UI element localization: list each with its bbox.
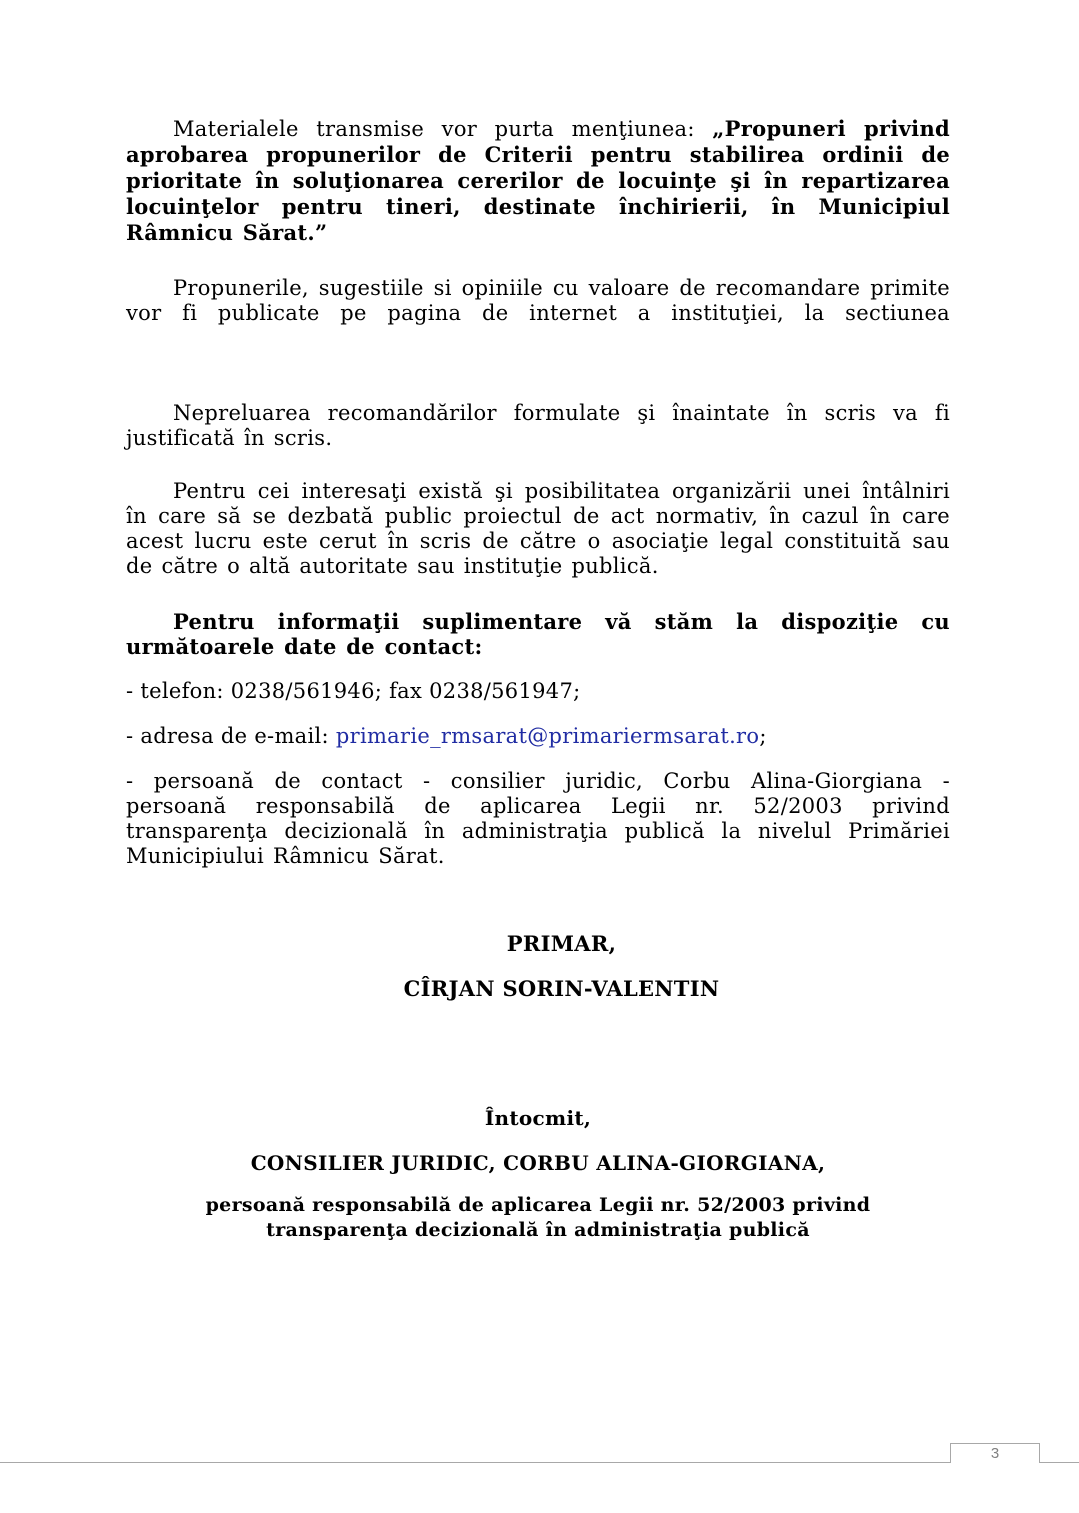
contact-email-link[interactable]: primarie_rmsarat@primariermsarat.ro: [335, 724, 760, 748]
contact-person-paragraph: - persoană de contact - consilier juridic, Corbu Alina-Giorgiana - persoană responsabilă de aplicarea Legii nr. 52/2003 privind transparenţa decizională în administraţia publică la nivelul Primăriei Municipiului Râmnicu Sărat.: [126, 769, 950, 868]
page-number-tab: [950, 1443, 1040, 1463]
prepared-by-label: Întocmit,: [484, 1106, 592, 1130]
contact-phone-line: - telefon: 0238/561946; fax 0238/561947;: [126, 679, 581, 703]
paragraph-pentru-cei-interesati: Pentru cei interesaţi există şi posibilitatea organizării unei întâlniri în care să se dezbată public proiectul de act normativ, în cazul în care acest lucru este cerut în scris de către o asociaţie legal constituită sau de către o altă autoritate sau instituţie publică.: [126, 479, 950, 578]
signature-title: PRIMAR,: [506, 931, 617, 956]
contact-email-label: - adresa de e-mail:: [126, 724, 336, 748]
footer-divider: [0, 1462, 1079, 1463]
paragraph-materialele: [126, 116, 950, 246]
signature-name: CÎRJAN SORIN-VALENTIN: [403, 976, 720, 1001]
page-number: 3: [990, 1445, 1000, 1462]
paragraph-materialele-intro: Materialele transmise vor purta menţiunea:: [173, 117, 713, 141]
paragraph-materialele-quote: „Propuneri privind aprobarea propunerilor de Criterii pentru stabilirea ordinii de prioritate în soluţionarea cererilor de locuinţe şi în repartizarea locuinţelor pentru tineri, destinate închirierii, în Municipiul Râmnicu Sărat.”: [126, 116, 950, 245]
document-body: [126, 116, 950, 1243]
paragraph-propunerile: Propunerile, sugestiile si opiniile cu valoare de recomandare primite vor fi publicate pe pagina de internet a instituţiei, la sectiunea: [126, 276, 950, 325]
prepared-by-name: CONSILIER JURIDIC, CORBU ALINA-GIORGIANA,: [250, 1151, 826, 1175]
prepared-by-role: persoană responsabilă de aplicarea Legii nr. 52/2003 privind transparenţa decizională în administraţia publică: [205, 1194, 871, 1241]
contact-email-suffix: ;: [759, 724, 767, 748]
paragraph-informatii-suplimentare: Pentru informaţii suplimentare vă stăm la dispoziţie cu următoarele date de contact:: [126, 609, 950, 659]
contact-email-line: [126, 724, 950, 749]
paragraph-nepreluarea: Nepreluarea recomandărilor formulate şi înaintate în scris va fi justificată în scris.: [126, 401, 950, 450]
